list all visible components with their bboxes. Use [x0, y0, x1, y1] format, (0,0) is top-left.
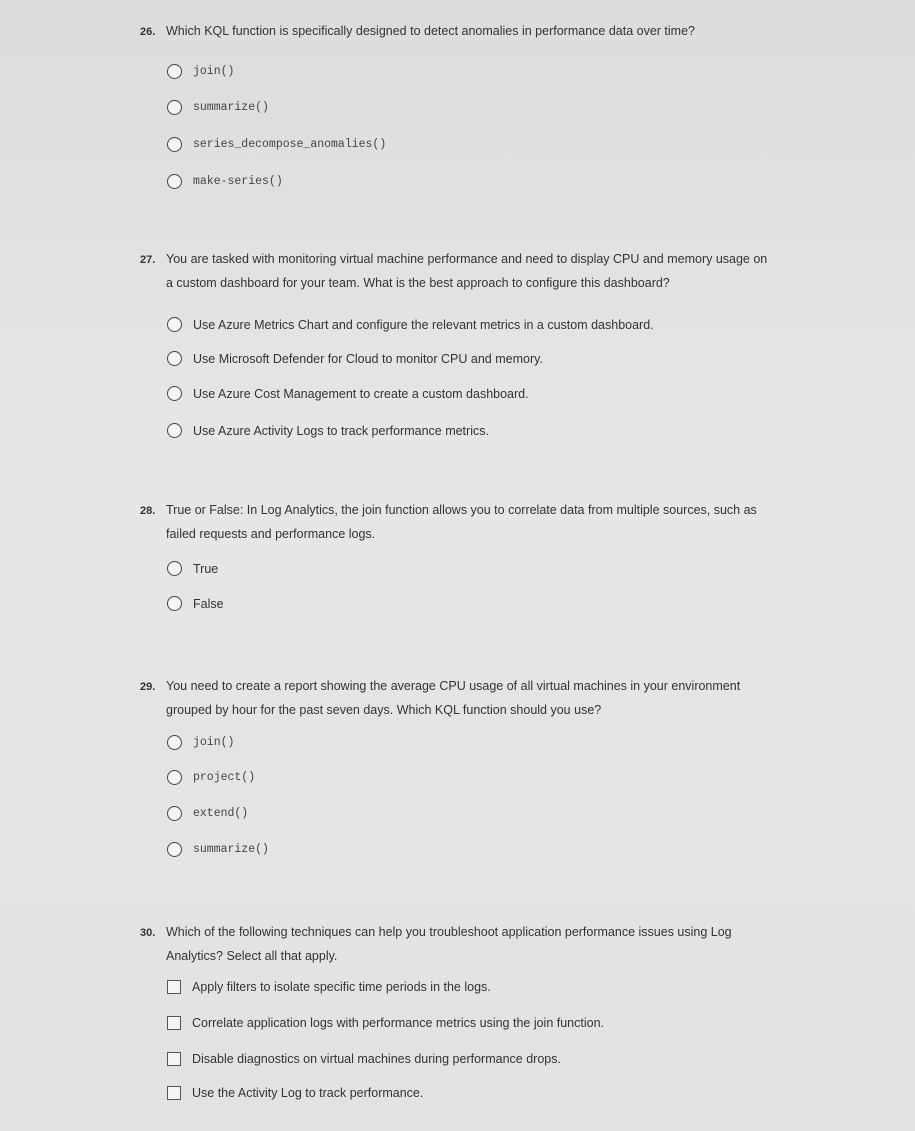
- option-label: summarize(): [193, 101, 269, 114]
- question-text-line2: a custom dashboard for your team. What is the best approach to configure this dashboard?: [166, 276, 670, 290]
- radio-button[interactable]: [167, 842, 182, 857]
- radio-button[interactable]: [167, 317, 182, 332]
- checkbox-option[interactable]: [167, 980, 491, 994]
- question-text: Which of the following techniques can help you troubleshoot application performance issues using Log: [166, 925, 732, 939]
- option-label: project(): [193, 771, 256, 784]
- radio-button[interactable]: [167, 735, 182, 750]
- question-27: [140, 248, 840, 295]
- option-label: Correlate application logs with performance metrics using the join function.: [192, 1016, 605, 1030]
- question-text-line2: Analytics? Select all that apply.: [166, 949, 338, 963]
- checkbox[interactable]: [167, 1016, 181, 1030]
- radio-button[interactable]: [167, 806, 182, 821]
- question-text: You need to create a report showing the average CPU usage of all virtual machines in your environment: [166, 679, 741, 693]
- question-30: [140, 921, 840, 968]
- question-text: You are tasked with monitoring virtual machine performance and need to display CPU and memory usage on: [166, 252, 768, 266]
- option-label: Disable diagnostics on virtual machines during performance drops.: [192, 1052, 561, 1066]
- radio-button[interactable]: [167, 596, 182, 611]
- radio-option[interactable]: [167, 735, 234, 750]
- option-label: False: [193, 596, 224, 611]
- option-label: make-series(): [193, 175, 283, 188]
- question-text-line2: failed requests and performance logs.: [166, 527, 376, 541]
- radio-option[interactable]: [167, 174, 283, 189]
- radio-option[interactable]: [167, 596, 224, 611]
- option-label: Use Azure Cost Management to create a custom dashboard.: [193, 386, 529, 401]
- radio-option[interactable]: [167, 561, 218, 576]
- question-number: 30.: [140, 927, 156, 939]
- radio-option[interactable]: [167, 100, 269, 115]
- checkbox-option[interactable]: [167, 1086, 423, 1100]
- option-label: Use the Activity Log to track performance.: [192, 1086, 424, 1100]
- option-label: extend(): [193, 807, 249, 820]
- checkbox-option[interactable]: [167, 1052, 561, 1066]
- option-label: join(): [193, 65, 235, 78]
- checkbox[interactable]: [167, 980, 181, 994]
- question-26: [140, 20, 840, 44]
- option-label: series_decompose_anomalies(): [193, 138, 387, 151]
- radio-button[interactable]: [167, 423, 182, 438]
- radio-button[interactable]: [167, 351, 182, 366]
- radio-button[interactable]: [167, 770, 182, 785]
- question-number: 29.: [140, 681, 156, 693]
- radio-option[interactable]: [167, 423, 489, 438]
- radio-option[interactable]: [167, 842, 269, 857]
- radio-button[interactable]: [167, 64, 182, 79]
- question-28: [140, 499, 840, 546]
- radio-button[interactable]: [167, 561, 182, 576]
- checkbox[interactable]: [167, 1086, 181, 1100]
- question-29: [140, 675, 840, 722]
- radio-option[interactable]: [167, 137, 386, 152]
- radio-option[interactable]: [167, 317, 654, 332]
- question-number: 27.: [140, 254, 156, 266]
- radio-button[interactable]: [167, 100, 182, 115]
- option-label: Use Azure Activity Logs to track performance metrics.: [193, 423, 489, 438]
- radio-option[interactable]: [167, 64, 234, 79]
- option-label: Apply filters to isolate specific time periods in the logs.: [192, 980, 491, 994]
- radio-button[interactable]: [167, 174, 182, 189]
- checkbox-option[interactable]: [167, 1016, 604, 1030]
- option-label: join(): [193, 736, 235, 749]
- option-label: Use Azure Metrics Chart and configure the relevant metrics in a custom dashboard.: [193, 317, 654, 332]
- option-label: Use Microsoft Defender for Cloud to monitor CPU and memory.: [193, 351, 543, 366]
- question-number: 28.: [140, 505, 156, 517]
- option-label: True: [193, 561, 219, 576]
- question-text: Which KQL function is specifically designed to detect anomalies in performance data over time?: [166, 24, 695, 38]
- radio-button[interactable]: [167, 137, 182, 152]
- option-label: summarize(): [193, 843, 269, 856]
- radio-option[interactable]: [167, 770, 255, 785]
- radio-option[interactable]: [167, 386, 529, 401]
- question-text-line2: grouped by hour for the past seven days. Which KQL function should you use?: [166, 703, 602, 717]
- radio-option[interactable]: [167, 351, 543, 366]
- radio-option[interactable]: [167, 806, 248, 821]
- question-text: True or False: In Log Analytics, the join function allows you to correlate data from multiple sources, such as: [166, 503, 757, 517]
- radio-button[interactable]: [167, 386, 182, 401]
- question-number: 26.: [140, 26, 156, 38]
- checkbox[interactable]: [167, 1052, 181, 1066]
